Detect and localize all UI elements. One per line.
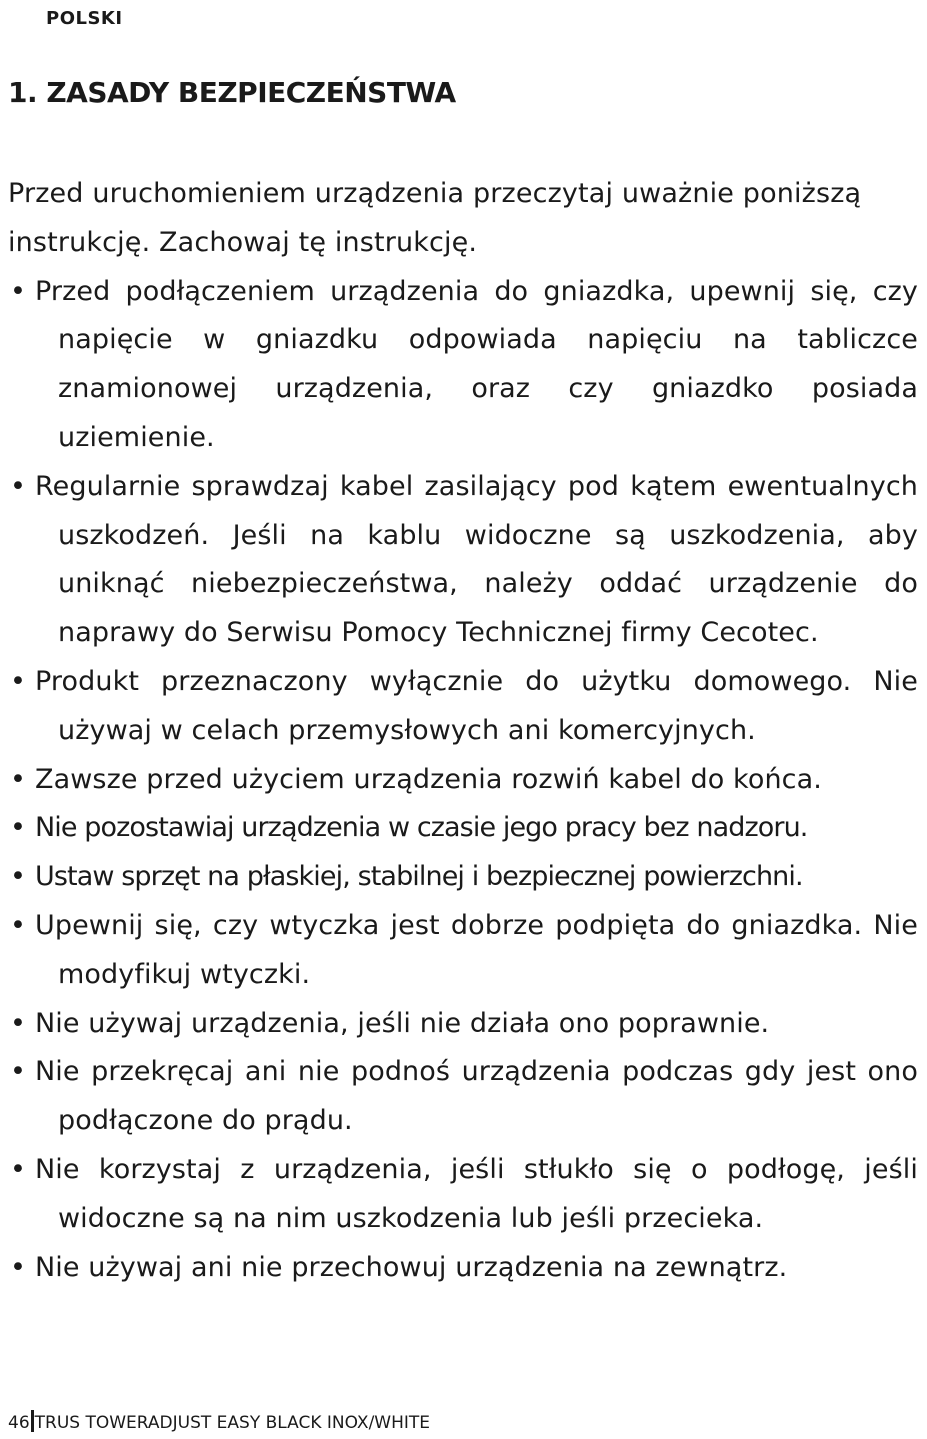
page-number: 46	[8, 1413, 30, 1433]
list-item: • Regularnie sprawdzaj kabel zasilający pod kątem ewentualnych uszkodzeń. Jeśli na kablu widoczne są uszkodzenia, aby uniknąć niebezpieczeństwa, należy oddać urządzenie do naprawy do Serwisu Pomocy Technicznej firmy Cecotec.	[8, 463, 918, 658]
section-title: 1. ZASADY BEZPIECZEŃSTWA	[8, 76, 456, 109]
product-name: TRUS TOWERADJUST EASY BLACK INOX/WHITE	[34, 1413, 431, 1433]
list-item: • Nie używaj ani nie przechowuj urządzenia na zewnątrz.	[8, 1244, 918, 1293]
list-item: • Przed podłączeniem urządzenia do gniazdka, upewnij się, czy napięcie w gniazdku odpowiada napięciu na tabliczce znamionowej urządzenia, oraz czy gniazdko posiada uziemienie.	[8, 268, 918, 463]
list-item: • Nie korzystaj z urządzenia, jeśli stłukło się o podłogę, jeśli widoczne są na nim uszkodzenia lub jeśli przecieka.	[8, 1146, 918, 1244]
page-footer	[8, 1410, 430, 1433]
list-item: • Produkt przeznaczony wyłącznie do użytku domowego. Nie używaj w celach przemysłowych ani komercyjnych.	[8, 658, 918, 756]
list-item: • Nie pozostawiaj urządzenia w czasie jego pracy bez nadzoru.	[8, 804, 918, 853]
footer-separator	[31, 1410, 34, 1432]
list-item: • Zawsze przed użyciem urządzenia rozwiń kabel do końca.	[8, 756, 918, 805]
language-label: POLSKI	[46, 8, 123, 29]
safety-content	[8, 170, 918, 1292]
intro-paragraph: Przed uruchomieniem urządzenia przeczytaj uważnie poniższą instrukcję. Zachowaj tę instrukcję.	[8, 178, 862, 258]
list-item: • Nie przekręcaj ani nie podnoś urządzenia podczas gdy jest ono podłączone do prądu.	[8, 1048, 918, 1146]
list-item: • Upewnij się, czy wtyczka jest dobrze podpięta do gniazdka. Nie modyfikuj wtyczki.	[8, 902, 918, 1000]
list-item: • Nie używaj urządzenia, jeśli nie działa ono poprawnie.	[8, 1000, 918, 1049]
list-item: • Ustaw sprzęt na płaskiej, stabilnej i bezpiecznej powierzchni.	[8, 853, 918, 902]
safety-rules-list	[8, 268, 918, 1293]
